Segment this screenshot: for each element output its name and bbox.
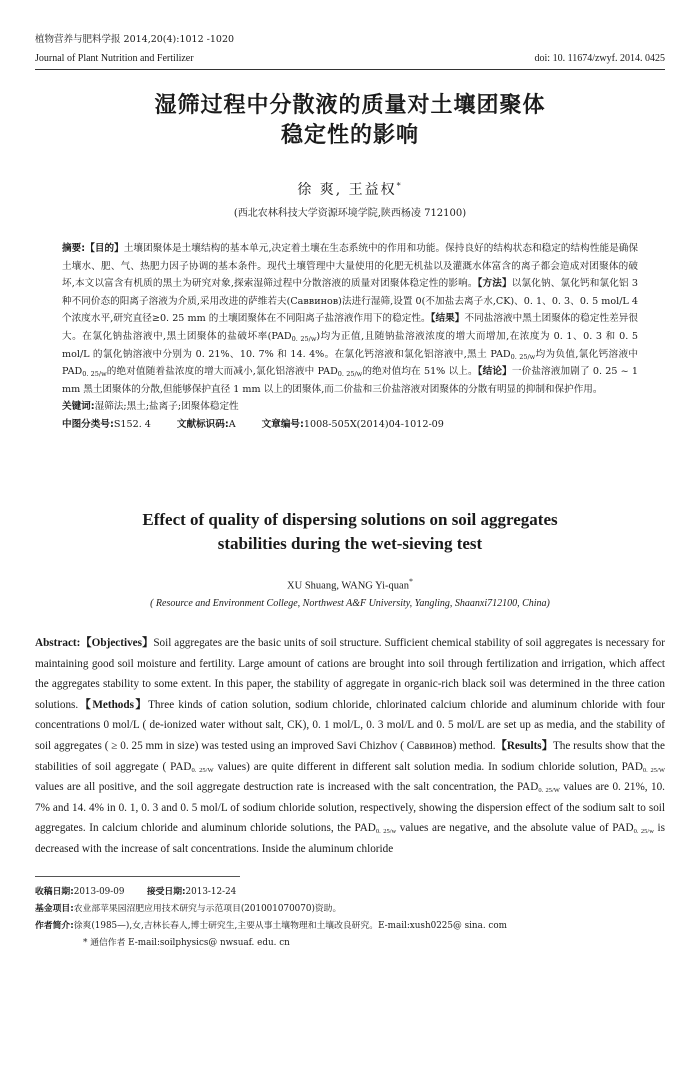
authors-cn-names: 徐 爽, 王益权 <box>297 182 397 198</box>
authors-cn <box>0 179 700 199</box>
doc-code-label: 文献标识码: <box>176 418 229 430</box>
clc-label: 中图分类号: <box>62 418 114 430</box>
methods-text-en: Three kinds of cation solution, sodium chloride, chlorinated calcium chloride and aluminum chloride with four concentrations 0 mol/L ( de-ionized water without salt, CK), 0. 1 mol/L, 0. 3 mol/L and 0. 5 mol/L are set up as media, and the stability of soil aggregates ( ≥ 0. 25 mm in size) was tested using an improved Savi Chizhov ( Саввинов) method. <box>35 698 665 752</box>
author-mark-cn: * <box>396 181 403 191</box>
running-header-en <box>35 53 665 65</box>
title-en <box>0 508 700 556</box>
objectives-text-cn: 土壤团聚体是土壤结构的基本单元,决定着土壤在生态系统中的作用和功能。保持良好的结构状态和稳定的结构性能是确保土壤水、肥、气、热肥力因子协调的基本条件。现代土壤管理中大量使用的化肥无机盐以及灌溉水体富含的离子都会造成对团聚体的破坏,本文以富含有机质的黑土为研究对象,探索湿筛过程中分散溶液的质量对团聚体稳定性的影响。 <box>62 243 639 290</box>
methods-label-en: 【Methods】 <box>78 698 149 711</box>
article-no-value: 1008-505X(2014)04-1012-09 <box>303 418 444 430</box>
header-rule <box>35 69 665 70</box>
title-cn <box>0 91 700 151</box>
bio-row <box>35 918 665 935</box>
corresponding-mark: * <box>83 938 88 948</box>
results-text-cn: 的绝对值均在 51% 以上。 <box>362 366 478 378</box>
results-text-cn: )均为正值,且随钠盐溶液浓度的增大而增加,在浓度为 0. 1、0. 3 和 0. 5 mol/L 的氯化钠溶液中分别为 0. 21%、10. 7% 和 14. 4%。在氯化钙溶液和氯化铝溶液中,黑土 PAD <box>62 330 638 360</box>
subscript: 0. 25/w <box>510 352 536 361</box>
author-mark-en: * <box>408 577 413 586</box>
corresponding-text: 通信作者 E-mail:soilphysics@ nwsuaf. edu. cn <box>90 938 290 948</box>
bio-label: 作者简介: <box>35 921 74 931</box>
footnote-rule <box>35 876 240 877</box>
methods-text-cn: 以氯化钠、氯化钙和氯化铝 3 种不同价态的阳离子溶液为介质,采用改进的萨维若夫(Саввинов)法进行湿筛,设置 0(不加盐去离子水,CK)、0. 1、0. 3、0. 5 mol/L 4 个浓度水平,研究直径≥0. 25 mm 的土壤团聚体在不同阳离子盐溶液作用下的稳定性。 <box>62 278 638 325</box>
fund-text: 农业部苹果园沼肥应用技术研究与示范项目(201001070070)资助。 <box>73 904 342 914</box>
journal-name-en: Journal of Plant Nutrition and Fertilizer <box>35 53 194 64</box>
accepted-date: 2013-12-24 <box>185 887 237 897</box>
objectives-label-cn: 【目的】 <box>85 243 124 254</box>
results-text-en: is decreased with the increase of salt concentrations. Inside the aluminum chloride <box>35 822 665 855</box>
results-text-cn: 的绝对值随着盐浓度的增大而减小,氯化铝溶液中 PAD <box>106 366 338 378</box>
results-text-cn: 均为负值,氯化钙溶液中 PAD <box>62 348 638 378</box>
title-cn-line1: 湿筛过程中分散液的质量对土壤团聚体 <box>154 93 546 118</box>
abstract-cn-body <box>62 240 638 398</box>
subscript: 0. 25/w <box>375 828 397 836</box>
title-en-line2: stabilities during the wet-sieving test <box>217 534 483 553</box>
results-label-en: 【Results】 <box>495 739 553 752</box>
results-text-en: values) are quite different in different salt solution media. In sodium chloride solution, PAD <box>213 760 643 773</box>
footnotes <box>35 884 665 952</box>
classification-row <box>62 416 638 434</box>
results-text-en: The results show that the stabilities of soil aggregate ( PAD <box>35 739 665 773</box>
results-text-cn: 不同盐溶液中黑土团聚体的稳定性差异很大。在氯化钠盐溶液中,黑土团聚体的盐破坏率(PAD <box>62 313 639 342</box>
objectives-label-en: 【Objectives】 <box>80 637 154 649</box>
affiliation-en: ( Resource and Environment College, Northwest A&F University, Yangling, Shaanxi712100, China) <box>150 598 550 609</box>
keywords-label-cn: 关键词: <box>62 401 95 413</box>
methods-label-cn: 【方法】 <box>477 278 512 290</box>
affiliation-cn: (西北农林科技大学资源环境学院,陕西杨凌 712100) <box>233 208 467 219</box>
authors-en <box>0 577 700 592</box>
doi: doi: 10. 11674/zwyf. 2014. 0425 <box>534 53 665 64</box>
document-code <box>177 416 236 434</box>
fund-row <box>35 901 665 918</box>
received-label: 收稿日期: <box>35 887 74 897</box>
subscript: 0. 25/W <box>642 766 665 774</box>
clc-number <box>62 416 151 434</box>
keywords-cn <box>62 398 638 416</box>
results-text-en: values are 0. 21%, 10. 7% and 14. 4% in 0. 1, 0. 3 and 0. 5 mol/L of sodium chloride solution, respectively, showing the dispersion effect of the sodium salt to soil aggregates. In calcium chloride and aluminum chloride solutions, the PAD <box>35 781 665 835</box>
subscript: 0. 25/w <box>633 828 654 836</box>
accepted-label: 接受日期: <box>146 887 186 897</box>
subscript: 0. 25/w <box>337 370 363 379</box>
title-en-line1: Effect of quality of dispersing solutions on soil aggregates <box>142 510 558 529</box>
received-date: 2013-09-09 <box>73 887 125 897</box>
keywords-text-cn: 湿筛法;黑土;盐离子;团聚体稳定性 <box>94 401 239 413</box>
article-number <box>262 416 444 434</box>
objectives-text-en: Soil aggregates are the basic units of soil structure. Sufficient chemical stability of soil aggregates is necessary for maintaining good soil moisture and fertility. Large amount of cations are brought into soil through fertilization and irrigation, which affect the aggregates stability to some extent. In this paper, the stability of aggregate in organic-rich black soil was determined in the three cation solutions. <box>35 637 665 711</box>
authors-en-names: XU Shuang, WANG Yi-quan <box>287 580 409 592</box>
results-text-en: values are all positive, and the soil aggregate destruction rate is increased with the salt concentration, the PAD <box>35 781 539 794</box>
conclusions-text-cn: 一价盐溶液加剧了 0. 25 ~ 1 mm 黑土团聚体的分散,但能够保护直径 1 mm 以上的团聚体,而二价盐和三价盐溶液对团聚体的分散有明显的抑制和保护作用。 <box>62 366 638 395</box>
subscript: 0. 25/W <box>191 766 214 774</box>
bio-text: 徐爽(1985—),女,吉林长春人,博士研究生,主要从事土壤物理和土壤改良研究。E-mail:xush0225@ sina. com <box>73 921 507 931</box>
results-label-cn: 【结果】 <box>430 313 465 325</box>
title-cn-line2: 稳定性的影响 <box>280 123 419 148</box>
abstract-en <box>35 633 665 860</box>
fund-label: 基金项目: <box>35 904 74 914</box>
subscript: 0. 25/w <box>82 370 107 379</box>
corresponding-row <box>35 935 665 952</box>
article-no-label: 文章编号: <box>261 418 304 430</box>
abstract-en-label: Abstract: <box>35 637 81 649</box>
abstract-cn <box>62 240 638 434</box>
results-text-en: values are negative, and the absolute value of PAD <box>396 822 634 835</box>
running-header-cn: 植物营养与肥料学报 2014,20(4):1012 -1020 <box>35 34 235 45</box>
abstract-cn-label: 摘要: <box>62 243 86 254</box>
clc-value: S152. 4 <box>113 418 151 430</box>
doc-code-value: A <box>228 418 236 430</box>
dates-row <box>35 884 665 901</box>
subscript: 0. 25/w <box>291 334 317 343</box>
subscript: 0. 25/W <box>538 787 560 795</box>
conclusions-label-cn: 【结论】 <box>477 366 512 378</box>
